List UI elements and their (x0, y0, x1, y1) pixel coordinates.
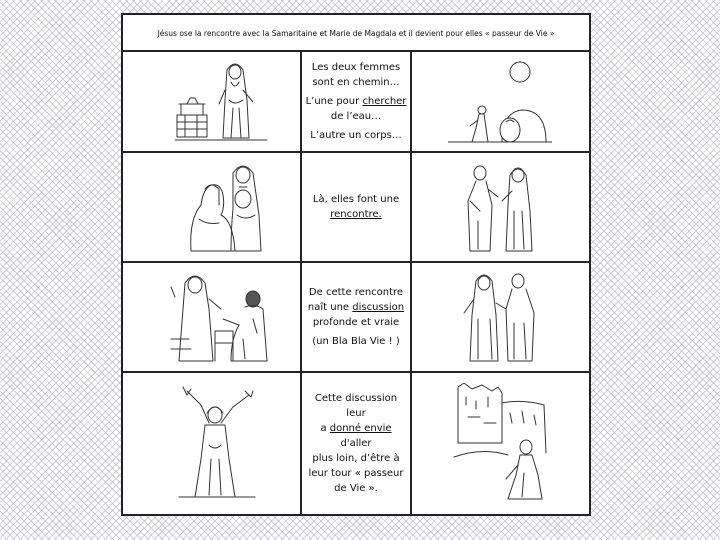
underlined-word: rencontre. (330, 209, 382, 220)
caption-line: (un Bla Bla Vie ! ) (312, 336, 400, 347)
underlined-word: donné envie (329, 423, 392, 434)
worksheet-table (121, 13, 591, 516)
table-cell-illustration (412, 52, 589, 151)
caption (302, 263, 410, 371)
caption-line: L’une pour (305, 96, 363, 107)
caption-line: leur tour « passeur (308, 468, 404, 479)
caption-line: de Vie ». (334, 483, 378, 494)
table-row (123, 153, 589, 263)
caption-line: profonde et vraie (312, 317, 400, 328)
table-cell-illustration (123, 153, 302, 261)
caption (302, 153, 410, 261)
caption-line: Cette discussion leur (314, 393, 398, 419)
jesus-and-woman-with-jar-icon (185, 159, 269, 257)
caption-line: a (320, 423, 330, 434)
table-cell-illustration (412, 153, 589, 261)
caption-line: plus loin, d’être à (312, 453, 400, 464)
table-cell-text (302, 263, 412, 371)
woman-arms-raised-icon (173, 385, 263, 503)
jesus-and-mary-magdalene-meeting-icon (456, 161, 546, 255)
caption-line: de l’eau… (330, 111, 382, 122)
caption (302, 52, 410, 151)
caption-line: d'aller (340, 438, 372, 449)
caption-line: Les deux femmes (311, 62, 401, 73)
caption-line: L’autre un corps… (310, 130, 402, 141)
caption-line: naît une (307, 302, 353, 313)
underlined-word: discussion (352, 302, 405, 313)
table-cell-illustration (123, 373, 302, 514)
caption (302, 373, 410, 514)
table-cell-illustration (412, 263, 589, 371)
caption-line: De cette rencontre (308, 287, 404, 298)
page-title: Jésus ose la rencontre avec la Samaritaine et Marie de Magdala et il devient pour elles « passeur de Vie » (123, 15, 589, 52)
table-row (123, 373, 589, 514)
jesus-talking-with-samaritan-icon (169, 269, 277, 367)
table-cell-illustration (123, 52, 302, 151)
underlined-word: chercher (362, 96, 407, 107)
woman-at-empty-tomb-icon (448, 58, 552, 146)
table-cell-illustration (123, 263, 302, 371)
table-cell-text (302, 52, 412, 151)
table-row (123, 52, 589, 153)
samaritan-woman-at-well-icon (175, 60, 271, 144)
table-cell-text (302, 373, 412, 514)
table-cell-illustration (412, 373, 589, 514)
caption-line: Là, elles font une (312, 194, 400, 205)
caption-line: sont en chemin… (312, 77, 400, 88)
table-row (123, 263, 589, 373)
table-cell-text (302, 153, 412, 261)
woman-running-to-town-icon (452, 383, 552, 503)
mary-magdalene-with-jesus-icon (456, 269, 546, 367)
